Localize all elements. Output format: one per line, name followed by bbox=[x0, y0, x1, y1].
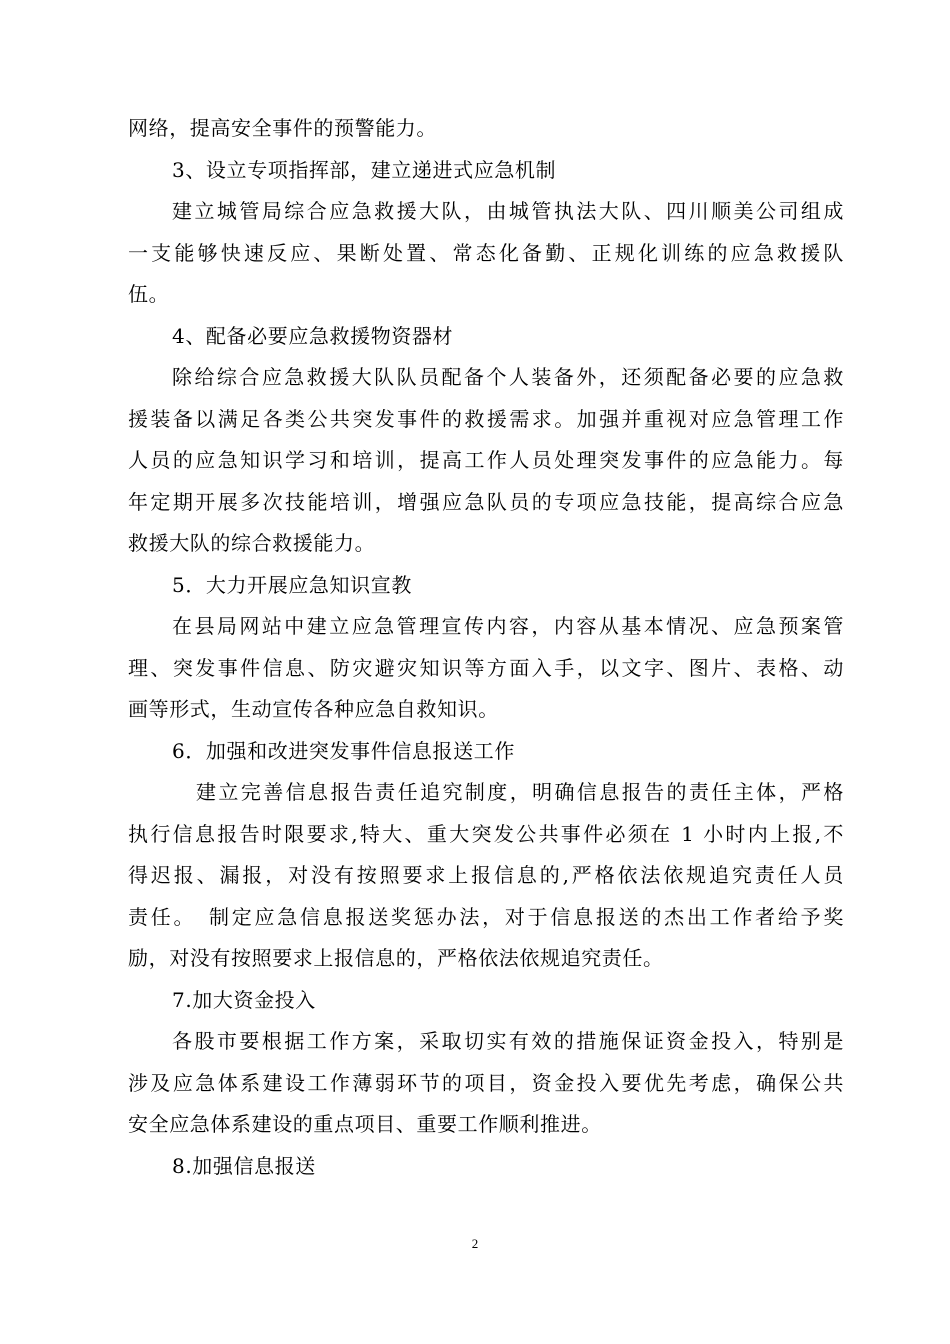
text-line: 在县局网站中建立应急管理宣传内容，内容从基本情况、应急预案管 bbox=[172, 614, 844, 638]
section-heading: 3、设立专项指挥部，建立递进式应急机制 bbox=[172, 157, 557, 182]
text-line: 伍。 bbox=[128, 282, 170, 306]
text-line: 除给综合应急救援大队队员配备个人装备外，还须配备必要的应急救 bbox=[172, 365, 844, 389]
section-heading: 7.加大资金投入 bbox=[172, 987, 316, 1012]
page-number: 2 bbox=[471, 1236, 479, 1251]
section-heading: 4、配备必要应急救援物资器材 bbox=[172, 323, 454, 348]
text-line: 一支能够快速反应、果断处置、常态化备勤、正规化训练的应急救援队 bbox=[128, 240, 844, 265]
section-heading: 6．加强和改进突发事件信息报送工作 bbox=[172, 738, 515, 763]
text-line: 责任。 制定应急信息报送奖惩办法，对于信息报送的杰出工作者给予奖 bbox=[128, 904, 844, 929]
text-line: 网络，提高安全事件的预警能力。 bbox=[128, 116, 437, 140]
text-line: 执行信息报告时限要求,特大、重大突发公共事件必须在 1 小时内上报,不 bbox=[128, 821, 844, 846]
text-line: 理、突发事件信息、防灾避灾知识等方面入手，以文字、图片、表格、动 bbox=[128, 655, 844, 680]
text-line: 得迟报、漏报，对没有按照要求上报信息的,严格依法依规追究责任人员 bbox=[128, 863, 844, 887]
text-line: 援装备以满足各类公共突发事件的救援需求。加强并重视对应急管理工作 bbox=[128, 406, 844, 431]
document-body bbox=[128, 108, 844, 1187]
text-line: 救援大队的综合救援能力。 bbox=[128, 531, 376, 555]
text-line: 画等形式，生动宣传各种应急自救知识。 bbox=[128, 697, 499, 721]
text-line: 建立完善信息报告责任追究制度，明确信息报告的责任主体，严格 bbox=[196, 780, 844, 804]
text-line: 安全应急体系建设的重点项目、重要工作顺利推进。 bbox=[128, 1112, 602, 1136]
text-line: 人员的应急知识学习和培训，提高工作人员处理突发事件的应急能力。每 bbox=[128, 448, 844, 472]
section-heading: 8.加强信息报送 bbox=[172, 1153, 316, 1178]
section-heading: 5．大力开展应急知识宣教 bbox=[172, 572, 412, 597]
text-line: 各股市要根据工作方案，采取切实有效的措施保证资金投入，特别是 bbox=[172, 1029, 844, 1053]
text-line: 涉及应急体系建设工作薄弱环节的项目，资金投入要优先考虑，确保公共 bbox=[128, 1070, 844, 1095]
text-line: 建立城管局综合应急救援大队，由城管执法大队、四川顺美公司组成 bbox=[172, 199, 844, 223]
text-line: 励，对没有按照要求上报信息的，严格依法依规追究责任。 bbox=[128, 946, 664, 970]
text-line: 年定期开展多次技能培训，增强应急队员的专项应急技能，提高综合应急 bbox=[128, 489, 844, 514]
